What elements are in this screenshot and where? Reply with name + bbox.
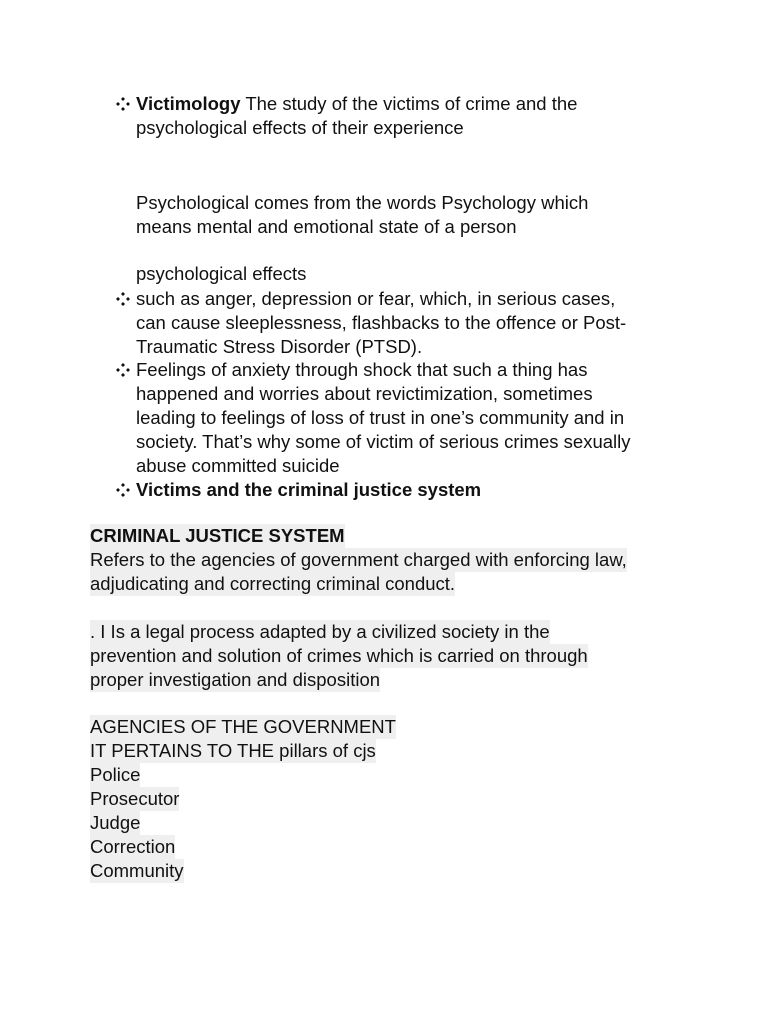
victimology-definition: [136, 92, 696, 140]
cjs-section: [90, 524, 710, 596]
four-diamond-bullet-icon: [116, 287, 136, 306]
effects-bullet-1-line1: such as anger, depression or fear, which, in serious cases,: [136, 288, 616, 309]
effects-heading: [136, 262, 696, 286]
agencies-section: [90, 715, 710, 883]
pillar-prosecutor: Prosecutor: [90, 788, 180, 809]
cjs-heading: CRIMINAL JUSTICE SYSTEM: [90, 525, 345, 546]
effects-bullet-2-line2: happened and worries about revictimization, sometimes: [136, 383, 593, 404]
cjs-legal-line2: prevention and solution of crimes which is carried on through: [90, 645, 588, 666]
cjs-def-line1: Refers to the agencies of government charged with enforcing law,: [90, 549, 627, 570]
effects-bullet-2-line3: leading to feelings of loss of trust in one’s community and in: [136, 407, 625, 428]
pillar-community: Community: [90, 860, 184, 881]
psychological-meaning-line1: Psychological comes from the words Psychology which: [136, 192, 589, 213]
effects-bullet-1-line3: Traumatic Stress Disorder (PTSD).: [136, 336, 423, 357]
effects-bullet-2-line5: abuse committed suicide: [136, 455, 340, 476]
agencies-heading: AGENCIES OF THE GOVERNMENT: [90, 716, 396, 737]
victimology-definition-line1: The study of the victims of crime and the: [240, 93, 578, 114]
cjs-legal-process: [90, 620, 710, 692]
cjs-legal-line3: proper investigation and disposition: [90, 669, 381, 690]
victimology-definition-line2: psychological effects of their experience: [136, 117, 464, 138]
cjs-legal-line1: . I Is a legal process adapted by a civilized society in the: [90, 621, 550, 642]
effects-bullet-2-line4: society. That’s why some of victim of serious crimes sexually: [136, 431, 631, 452]
cjs-bullet: [136, 478, 696, 502]
pillar-correction: Correction: [90, 836, 176, 857]
psychological-meaning-line2: means mental and emotional state of a person: [136, 216, 517, 237]
psychological-meaning: [136, 191, 696, 239]
cjs-def-line2: adjudicating and correcting criminal conduct.: [90, 573, 456, 594]
four-diamond-bullet-icon: [116, 358, 136, 377]
victimology-term: Victimology: [136, 93, 241, 114]
effects-heading-text: psychological effects: [136, 263, 307, 284]
pillar-police: Police: [90, 764, 141, 785]
agencies-subheading: IT PERTAINS TO THE pillars of cjs: [90, 740, 376, 761]
four-diamond-bullet-icon: [116, 478, 136, 497]
effects-bullet-1-line2: can cause sleeplessness, flashbacks to the offence or Post-: [136, 312, 627, 333]
effects-bullet-2-line1: Feelings of anxiety through shock that such a thing has: [136, 359, 588, 380]
effects-bullet-2: [136, 358, 696, 478]
effects-bullet-1: [136, 287, 696, 359]
pillar-judge: Judge: [90, 812, 141, 833]
cjs-bullet-text: Victims and the criminal justice system: [136, 479, 482, 500]
four-diamond-bullet-icon: [116, 92, 136, 111]
